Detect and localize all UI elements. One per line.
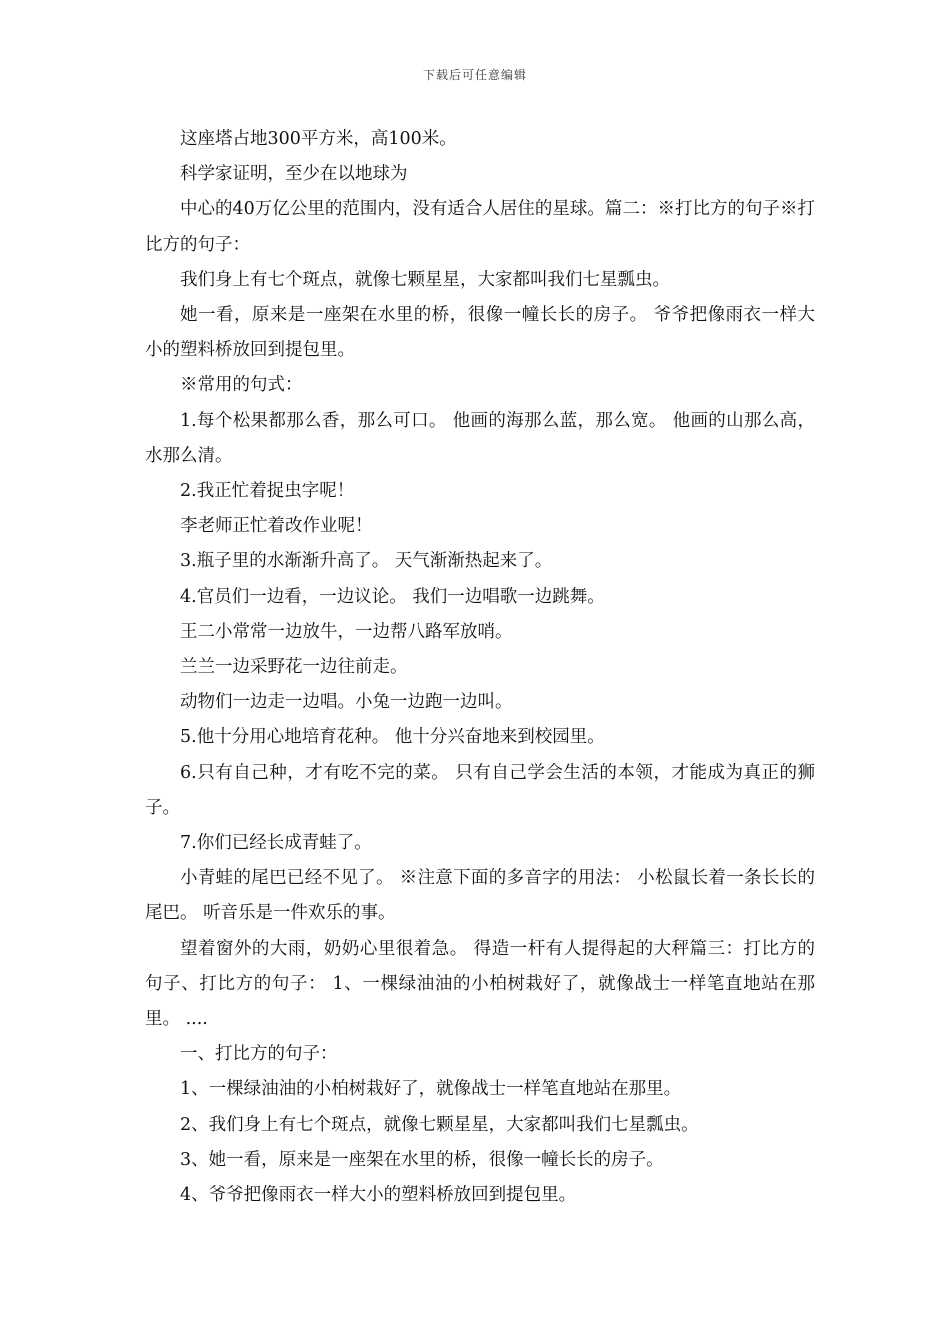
paragraph: 这座塔占地300平方米，高100米。 xyxy=(180,129,457,149)
paragraph: 我们身上有七个斑点，就像七颗星星，大家都叫我们七星瓢虫。 xyxy=(180,269,670,290)
paragraph: 兰兰一边采野花一边往前走。 xyxy=(180,657,408,678)
document-body xyxy=(145,122,815,1213)
paragraph: 3.瓶子里的水渐渐升高了。 天气渐渐热起来了。 xyxy=(180,551,553,572)
paragraph: 王二小常常一边放牛，一边帮八路军放哨。 xyxy=(180,621,513,642)
paragraph: 7.你们已经长成青蛙了。 xyxy=(180,833,372,854)
paragraph: 动物们一边走一边唱。小兔一边跑一边叫。 xyxy=(180,692,513,713)
paragraph: 李老师正忙着改作业呢！ xyxy=(180,516,373,537)
paragraph: 6.只有自己种，才有吃不完的菜。 只有自己学会生活的本领，才能成为真正的狮子。 xyxy=(145,762,815,818)
paragraph: 望着窗外的大雨，奶奶心里很着急。 得造一杆有人提得起的大秤篇三：打比方的句子、打比方的句子： 1、一棵绿油油的小柏树栽好了，就像战士一样笔直地站在那里。 .... xyxy=(145,938,815,1030)
page-header: 下载后可任意编辑 xyxy=(422,68,527,82)
paragraph: 2、我们身上有七个斑点，就像七颗星星，大家都叫我们七星瓢虫。 xyxy=(180,1114,699,1135)
paragraph: 小青蛙的尾巴已经不见了。 ※注意下面的多音字的用法： 小松鼠长着一条长长的尾巴。 听音乐是一件欢乐的事。 xyxy=(145,868,815,924)
paragraph: 一、打比方的句子： xyxy=(180,1044,338,1065)
paragraph: 4、爷爷把像雨衣一样大小的塑料桥放回到提包里。 xyxy=(180,1185,577,1206)
paragraph: ※常用的句式： xyxy=(180,375,303,396)
paragraph: 5.他十分用心地培育花种。 他十分兴奋地来到校园里。 xyxy=(180,727,605,748)
paragraph: 1、一棵绿油油的小柏树栽好了，就像战士一样笔直地站在那里。 xyxy=(180,1079,682,1100)
paragraph: 1.每个松果都那么香，那么可口。 他画的海那么蓝，那么宽。 他画的山那么高，水那么清。 xyxy=(145,410,815,466)
paragraph: 她一看，原来是一座架在水里的桥，很像一幢长长的房子。 爷爷把像雨衣一样大小的塑料桥放回到提包里。 xyxy=(145,305,815,361)
paragraph: 2.我正忙着捉虫字呢！ xyxy=(180,481,355,502)
paragraph: 3、她一看，原来是一座架在水里的桥，很像一幢长长的房子。 xyxy=(180,1149,664,1170)
paragraph: 4.官员们一边看，一边议论。 我们一边唱歌一边跳舞。 xyxy=(180,586,605,607)
paragraph: 科学家证明，至少在以地球为 xyxy=(180,164,408,185)
paragraph: 中心的40万亿公里的范围内，没有适合人居住的星球。篇二：※打比方的句子※打比方的句子： xyxy=(145,199,815,255)
